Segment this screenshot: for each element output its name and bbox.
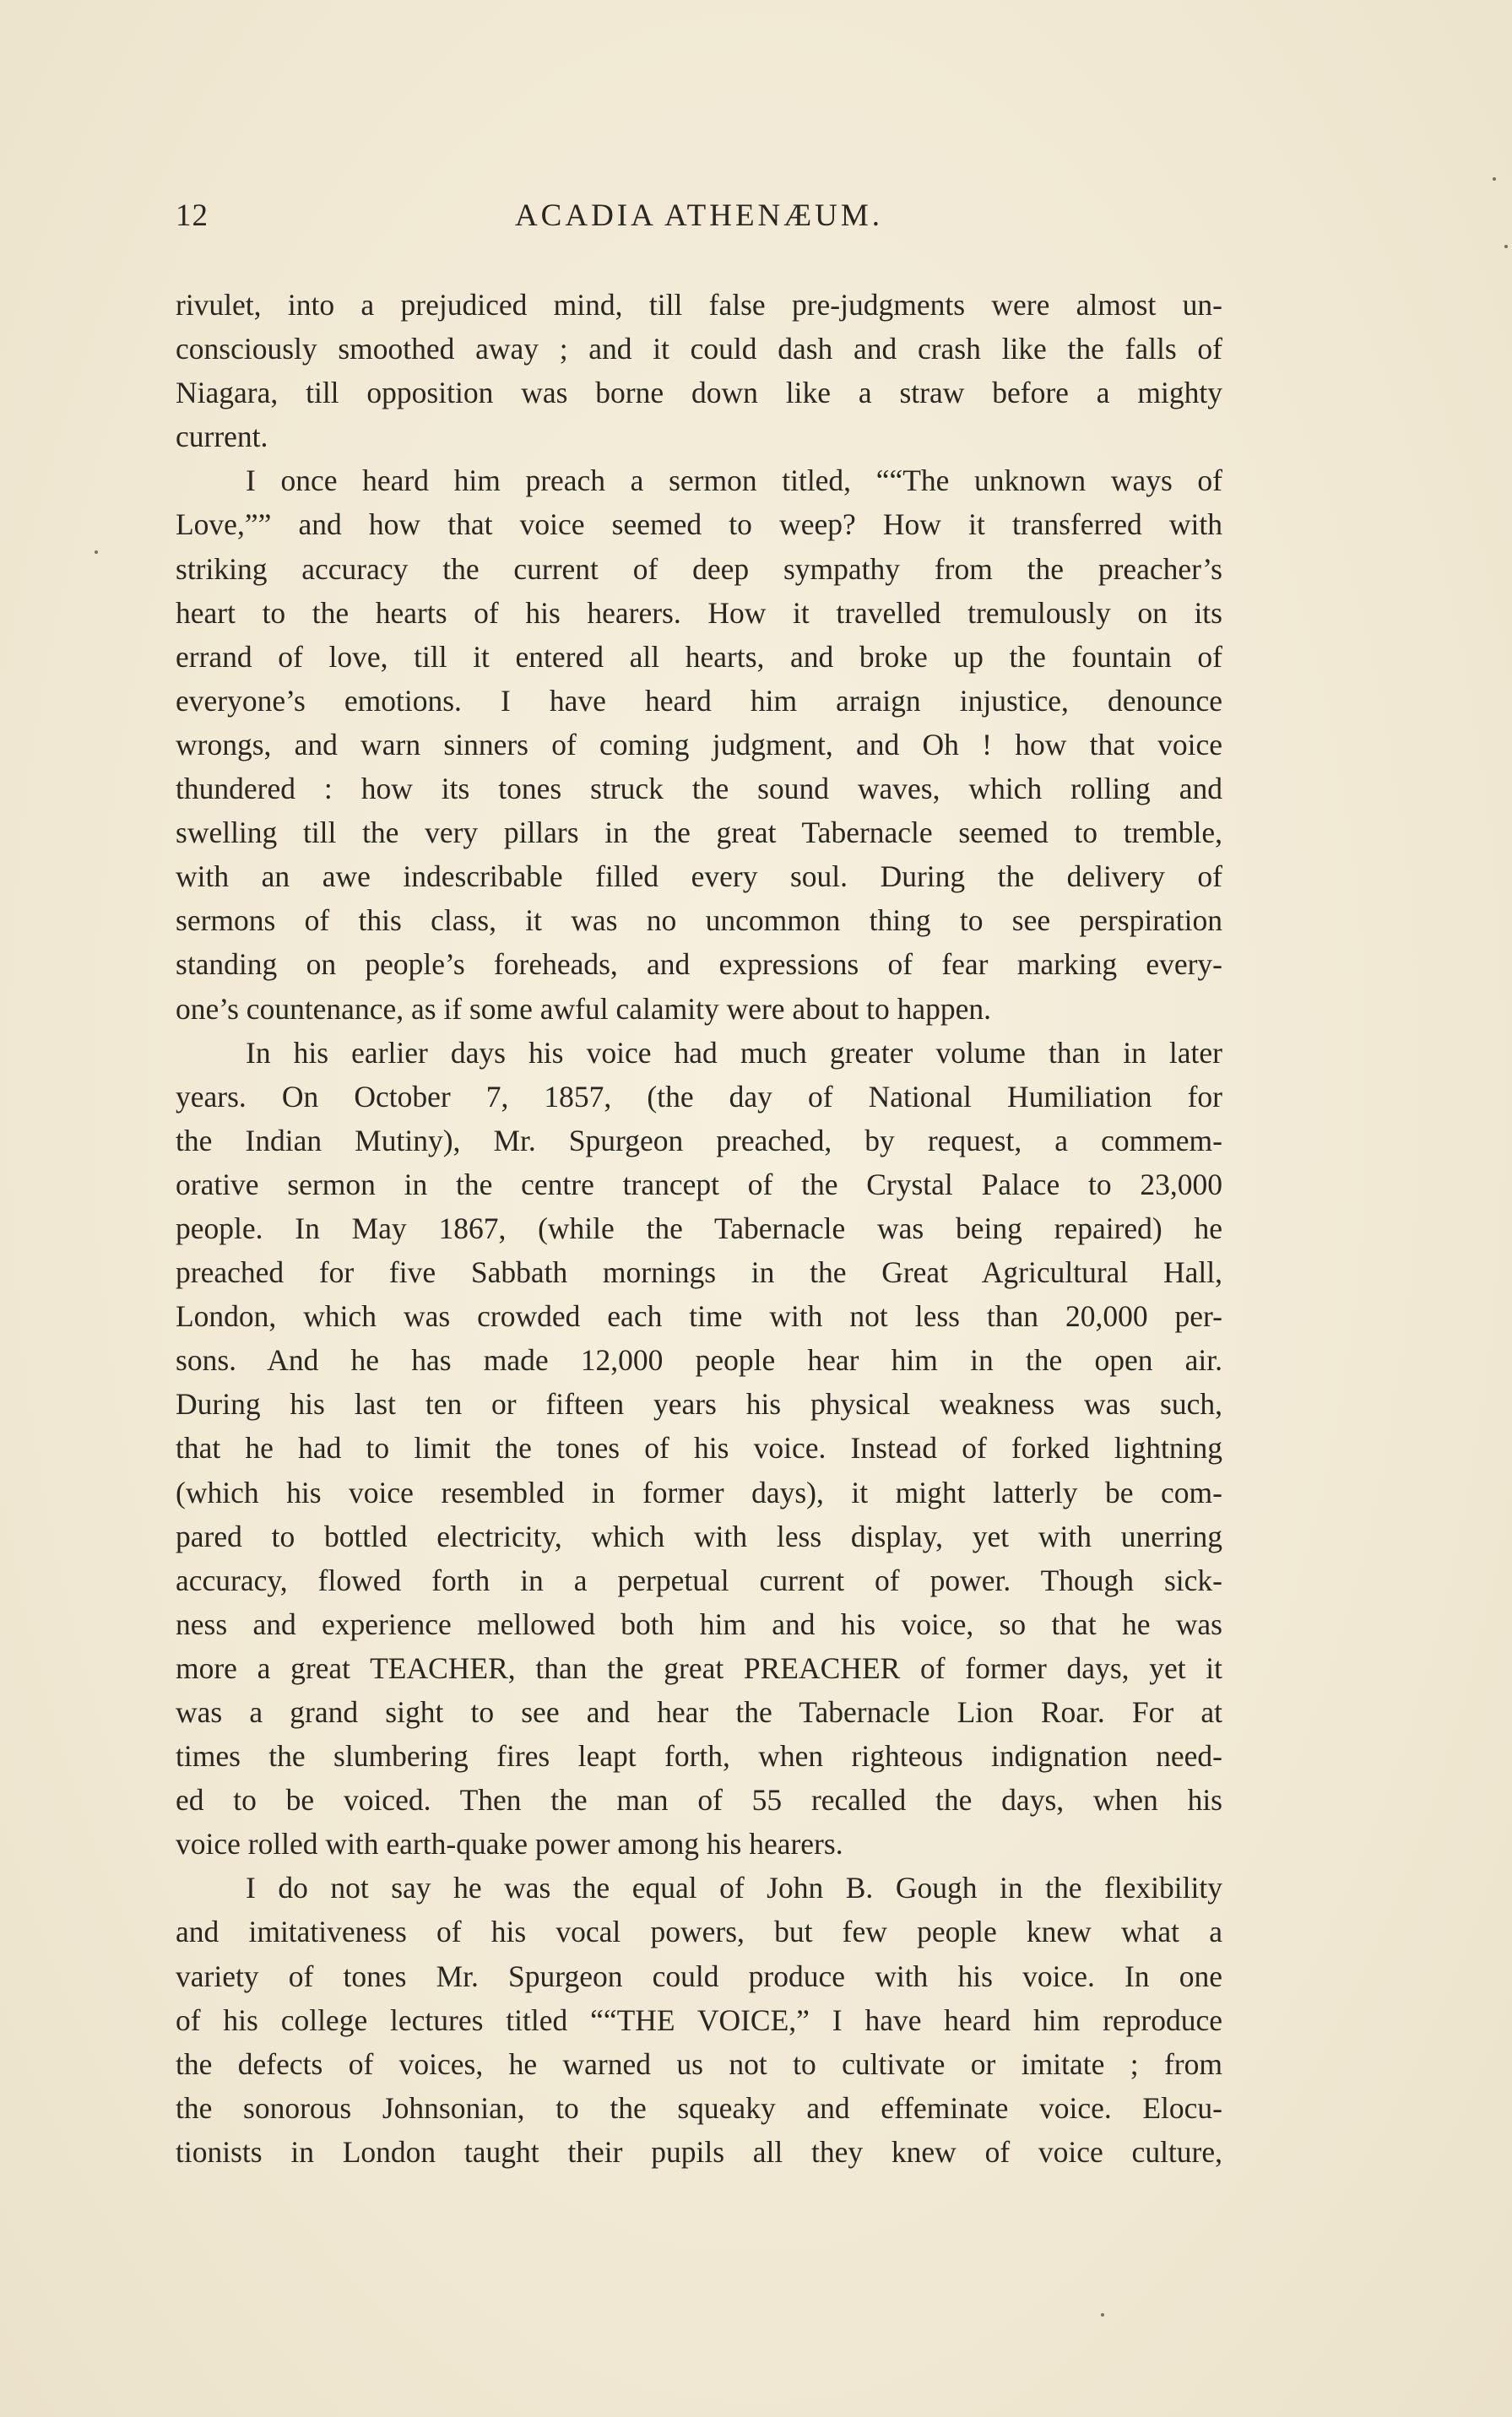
- paragraph-start-line: I do not say he was the equal of John B. Gough in the flexibility: [246, 1871, 1222, 1905]
- text-line: voice rolled with earth-quake power among his hearers.: [176, 1827, 843, 1862]
- text-line: thundered : how its tones struck the sound waves, which rolling and: [176, 772, 1222, 806]
- text-line: with an awe indescribable filled every soul. During the delivery of: [176, 859, 1222, 894]
- text-line: that he had to limit the tones of his voice. Instead of forked lightning: [176, 1431, 1222, 1466]
- running-title: ACADIA ATHENÆUM.: [514, 198, 884, 233]
- text-line: ness and experience mellowed both him and his voice, so that he was: [176, 1607, 1222, 1641]
- text-line: accuracy, flowed forth in a perpetual current of power. Though sick-: [176, 1563, 1222, 1597]
- text-line: preached for five Sabbath mornings in the Great Agricultural Hall,: [176, 1255, 1222, 1290]
- text-line: (which his voice resembled in former days), it might latterly be com-: [176, 1475, 1222, 1509]
- text-line: sermons of this class, it was no uncommon thing to see perspiration: [176, 903, 1222, 938]
- text-line: Love,”” and how that voice seemed to weep? How it transferred with: [176, 507, 1222, 542]
- article-body: [176, 283, 1222, 2174]
- text-line: standing on people’s foreheads, and expressions of fear marking every-: [176, 947, 1222, 982]
- text-line: everyone’s emotions. I have heard him arraign injustice, denounce: [176, 683, 1222, 718]
- text-line: variety of tones Mr. Spurgeon could produce with his voice. In one: [176, 1959, 1222, 1993]
- text-line: and imitativeness of his vocal powers, but few people knew what a: [176, 1915, 1222, 1949]
- text-line: During his last ten or fifteen years his physical weakness was such,: [176, 1387, 1222, 1422]
- text-line: orative sermon in the centre trancept of the Crystal Palace to 23,000: [176, 1167, 1222, 1201]
- text-line: consciously smoothed away ; and it could dash and crash like the falls of: [176, 332, 1222, 366]
- text-line: of his college lectures titled ““THE VOICE,” I have heard him reproduce: [176, 2002, 1222, 2037]
- text-line: Niagara, till opposition was borne down like a straw before a mighty: [176, 376, 1222, 410]
- text-line: the Indian Mutiny), Mr. Spurgeon preached, by request, a commem-: [176, 1123, 1222, 1157]
- text-line: the defects of voices, he warned us not to cultivate or imitate ; from: [176, 2046, 1222, 2081]
- text-line: more a great TEACHER, than the great PREACHER of former days, yet it: [176, 1650, 1222, 1685]
- text-line: striking accuracy the current of deep sympathy from the preacher’s: [176, 551, 1222, 586]
- text-line: heart to the hearts of his hearers. How it travelled tremulously on its: [176, 595, 1222, 630]
- text-line: the sonorous Johnsonian, to the squeaky and effeminate voice. Elocu-: [176, 2090, 1222, 2125]
- text-line: years. On October 7, 1857, (the day of National Humiliation for: [176, 1079, 1222, 1114]
- text-line: was a grand sight to see and hear the Tabernacle Lion Roar. For at: [176, 1695, 1222, 1729]
- text-line: times the slumbering fires leapt forth, when righteous indignation need-: [176, 1739, 1222, 1774]
- paper-speck: [1493, 177, 1496, 181]
- text-line: tionists in London taught their pupils all they knew of voice culture,: [176, 2134, 1222, 2169]
- text-line: rivulet, into a prejudiced mind, till false pre-judgments were almost un-: [176, 288, 1222, 322]
- paper-speck: [95, 550, 98, 554]
- text-line: sons. And he has made 12,000 people hear him in the open air.: [176, 1343, 1222, 1378]
- page-header: [176, 198, 1222, 248]
- text-line: London, which was crowded each time with not less than 20,000 per-: [176, 1299, 1222, 1334]
- page-number: 12: [176, 198, 209, 233]
- text-line: current.: [176, 420, 268, 454]
- text-line: people. In May 1867, (while the Tabernacle was being repaired) he: [176, 1211, 1222, 1245]
- paragraph-start-line: I once heard him preach a sermon titled, ““The unknown ways of: [246, 463, 1222, 498]
- text-line: wrongs, and warn sinners of coming judgment, and Oh ! how that voice: [176, 727, 1222, 761]
- text-line: pared to bottled electricity, which with less display, yet with unerring: [176, 1519, 1222, 1553]
- paper-speck: [1101, 2313, 1104, 2317]
- paragraph-start-line: In his earlier days his voice had much greater volume than in later: [246, 1035, 1222, 1070]
- paper-speck: [1504, 245, 1508, 248]
- text-line: ed to be voiced. Then the man of 55 recalled the days, when his: [176, 1783, 1222, 1818]
- text-line: one’s countenance, as if some awful calamity were about to happen.: [176, 991, 992, 1026]
- text-line: swelling till the very pillars in the great Tabernacle seemed to tremble,: [176, 816, 1222, 850]
- text-line: errand of love, till it entered all hearts, and broke up the fountain of: [176, 639, 1222, 674]
